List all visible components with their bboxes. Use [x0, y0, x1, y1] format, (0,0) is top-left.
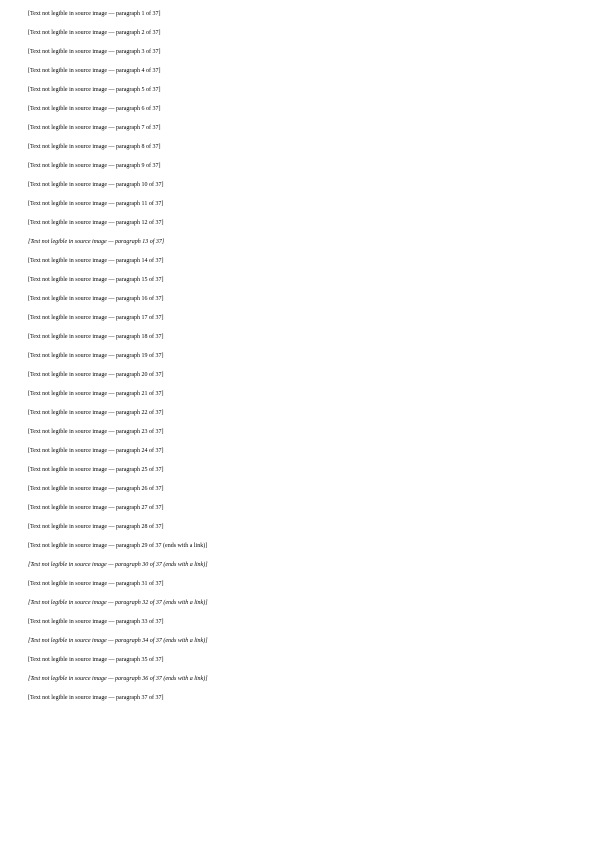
- document-paragraph: [Text not legible in source image — paragraph 33 of 37]: [28, 619, 164, 625]
- document-paragraph: [Text not legible in source image — paragraph 34 of 37 (ends with a link)]: [28, 638, 208, 644]
- document-paragraph: [Text not legible in source image — paragraph 20 of 37]: [28, 372, 164, 378]
- document-paragraph: [Text not legible in source image — paragraph 36 of 37 (ends with a link)]: [28, 676, 208, 682]
- document-paragraph: [Text not legible in source image — paragraph 16 of 37]: [28, 296, 164, 302]
- document-paragraph: [Text not legible in source image — paragraph 13 of 37]: [28, 239, 165, 245]
- document-paragraph: [Text not legible in source image — paragraph 18 of 37]: [28, 334, 164, 340]
- document-paragraph: [Text not legible in source image — paragraph 35 of 37]: [28, 657, 164, 663]
- document-paragraph: [Text not legible in source image — paragraph 10 of 37]: [28, 182, 164, 188]
- document-paragraph: [Text not legible in source image — paragraph 2 of 37]: [28, 30, 161, 36]
- document-paragraph: [Text not legible in source image — paragraph 14 of 37]: [28, 258, 164, 264]
- document-paragraph: [Text not legible in source image — paragraph 4 of 37]: [28, 68, 161, 74]
- document-paragraph: [Text not legible in source image — paragraph 12 of 37]: [28, 220, 164, 226]
- document-paragraph: [Text not legible in source image — paragraph 8 of 37]: [28, 144, 161, 150]
- document-paragraph: [Text not legible in source image — paragraph 19 of 37]: [28, 353, 164, 359]
- document-paragraph: [Text not legible in source image — paragraph 5 of 37]: [28, 87, 161, 93]
- document-paragraph: [Text not legible in source image — paragraph 29 of 37 (ends with a link)]: [28, 543, 208, 549]
- document-paragraph: [Text not legible in source image — paragraph 22 of 37]: [28, 410, 164, 416]
- document-paragraph: [Text not legible in source image — paragraph 28 of 37]: [28, 524, 164, 530]
- document-paragraph: [Text not legible in source image — paragraph 30 of 37 (ends with a link)]: [28, 562, 208, 568]
- document-paragraph: [Text not legible in source image — paragraph 1 of 37]: [28, 11, 161, 17]
- document-paragraph: [Text not legible in source image — paragraph 27 of 37]: [28, 505, 164, 511]
- document-paragraph: [Text not legible in source image — paragraph 26 of 37]: [28, 486, 164, 492]
- document-paragraph: [Text not legible in source image — paragraph 11 of 37]: [28, 201, 164, 207]
- document-paragraph: [Text not legible in source image — paragraph 17 of 37]: [28, 315, 164, 321]
- document-paragraph: [Text not legible in source image — paragraph 3 of 37]: [28, 49, 161, 55]
- document-paragraph: [Text not legible in source image — paragraph 23 of 37]: [28, 429, 164, 435]
- document-page: [28, 10, 568, 713]
- document-paragraph: [Text not legible in source image — paragraph 9 of 37]: [28, 163, 161, 169]
- document-paragraph: [Text not legible in source image — paragraph 21 of 37]: [28, 391, 164, 397]
- document-paragraph: [Text not legible in source image — paragraph 37 of 37]: [28, 695, 164, 701]
- document-paragraph: [Text not legible in source image — paragraph 32 of 37 (ends with a link)]: [28, 600, 208, 606]
- document-paragraph: [Text not legible in source image — paragraph 25 of 37]: [28, 467, 164, 473]
- document-paragraph: [Text not legible in source image — paragraph 15 of 37]: [28, 277, 164, 283]
- document-paragraph: [Text not legible in source image — paragraph 6 of 37]: [28, 106, 161, 112]
- document-paragraph: [Text not legible in source image — paragraph 31 of 37]: [28, 581, 164, 587]
- document-paragraph: [Text not legible in source image — paragraph 7 of 37]: [28, 125, 161, 131]
- document-paragraph: [Text not legible in source image — paragraph 24 of 37]: [28, 448, 164, 454]
